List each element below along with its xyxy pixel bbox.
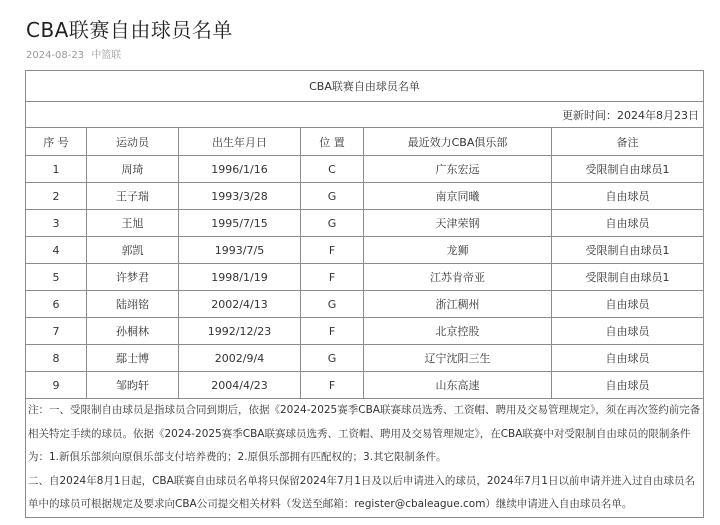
remark: 自由球员 xyxy=(552,345,704,372)
remark: 自由球员 xyxy=(552,372,704,399)
table-caption: CBA联赛自由球员名单 xyxy=(26,71,704,102)
row-number: 9 xyxy=(26,372,87,399)
position: F xyxy=(301,264,364,291)
article-source: 中篮联 xyxy=(91,50,122,61)
remark: 自由球员 xyxy=(552,291,704,318)
remark: 自由球员 xyxy=(552,210,704,237)
position: F xyxy=(301,318,364,345)
column-header: 出生年月日 xyxy=(179,128,301,156)
birth-date: 1995/7/15 xyxy=(179,210,301,237)
row-number: 3 xyxy=(26,210,87,237)
remark: 受限制自由球员1 xyxy=(552,156,704,183)
remark: 受限制自由球员1 xyxy=(552,237,704,264)
column-header: 备注 xyxy=(552,128,704,156)
row-number: 2 xyxy=(26,183,87,210)
birth-date: 1993/7/5 xyxy=(179,237,301,264)
birth-date: 1998/1/19 xyxy=(179,264,301,291)
last-club: 浙江稠州 xyxy=(364,291,552,318)
column-header: 序 号 xyxy=(26,128,87,156)
remark: 受限制自由球员1 xyxy=(552,264,704,291)
table-notes xyxy=(26,399,704,518)
position: C xyxy=(301,156,364,183)
table-row xyxy=(26,264,704,291)
player-name: 孙桐林 xyxy=(87,318,179,345)
row-number: 7 xyxy=(26,318,87,345)
free-agent-table xyxy=(25,70,704,518)
birth-date: 1993/3/28 xyxy=(179,183,301,210)
article-meta xyxy=(26,46,121,61)
position: G xyxy=(301,183,364,210)
birth-date: 2002/9/4 xyxy=(179,345,301,372)
row-number: 1 xyxy=(26,156,87,183)
player-name: 郭凯 xyxy=(87,237,179,264)
last-club: 南京同曦 xyxy=(364,183,552,210)
row-number: 6 xyxy=(26,291,87,318)
note-list-rule: 二、自2024年8月1日起，CBA联赛自由球员名单将只保留2024年7月1日及以后申请进入的球员，2024年7月1日以前申请并进入过自由球员名单中的球员可根据规定及要求向CBA公司提交相关材料（发送至邮箱：register@cbaleague.com）继续申请进入自由球员名单。 xyxy=(28,474,695,511)
position: G xyxy=(301,345,364,372)
player-name: 陆翊铭 xyxy=(87,291,179,318)
last-club: 天津荣钢 xyxy=(364,210,552,237)
last-club: 广东宏远 xyxy=(364,156,552,183)
player-name: 许梦君 xyxy=(87,264,179,291)
remark: 自由球员 xyxy=(552,183,704,210)
last-club: 江苏肯帝亚 xyxy=(364,264,552,291)
last-club: 北京控股 xyxy=(364,318,552,345)
row-number: 5 xyxy=(26,264,87,291)
table-row xyxy=(26,156,704,183)
player-name: 鄢士博 xyxy=(87,345,179,372)
table-row xyxy=(26,183,704,210)
remark: 自由球员 xyxy=(552,318,704,345)
table-row xyxy=(26,210,704,237)
birth-date: 1992/12/23 xyxy=(179,318,301,345)
update-time: 更新时间：2024年8月23日 xyxy=(26,102,704,128)
table-row xyxy=(26,237,704,264)
column-header: 运动员 xyxy=(87,128,179,156)
row-number: 4 xyxy=(26,237,87,264)
column-header: 位 置 xyxy=(301,128,364,156)
position: G xyxy=(301,291,364,318)
table-header-row xyxy=(26,128,704,156)
article-title: CBA联赛自由球员名单 xyxy=(26,18,233,42)
birth-date: 1996/1/16 xyxy=(179,156,301,183)
position: G xyxy=(301,210,364,237)
player-name: 王旭 xyxy=(87,210,179,237)
position: F xyxy=(301,372,364,399)
last-club: 龙狮 xyxy=(364,237,552,264)
table-row xyxy=(26,318,704,345)
player-name: 邹昀轩 xyxy=(87,372,179,399)
table-row xyxy=(26,345,704,372)
table-row xyxy=(26,291,704,318)
player-name: 周琦 xyxy=(87,156,179,183)
player-name: 王子瑞 xyxy=(87,183,179,210)
publish-date: 2024-08-23 xyxy=(26,50,85,61)
last-club: 辽宁沈阳三生 xyxy=(364,345,552,372)
birth-date: 2004/4/23 xyxy=(179,372,301,399)
position: F xyxy=(301,237,364,264)
last-club: 山东高速 xyxy=(364,372,552,399)
birth-date: 2002/4/13 xyxy=(179,291,301,318)
note-restricted-free-agent: 注：一、受限制自由球员是指球员合同到期后，依据《2024-2025赛季CBA联赛球员选秀、工资帽、聘用及交易管理规定》，须在再次签约前完备相关特定手续的球员。依据《2024-2025赛季CBA联赛球员选秀、工资帽、聘用及交易管理规定》，在CBA联赛中对受限制自由球员的限制条件为：1.新俱乐部须向原俱乐部支付培养费的；2.原俱乐部拥有匹配权的；3.其它限制条件。 xyxy=(28,404,701,464)
column-header: 最近效力CBA俱乐部 xyxy=(364,128,552,156)
row-number: 8 xyxy=(26,345,87,372)
table-row xyxy=(26,372,704,399)
